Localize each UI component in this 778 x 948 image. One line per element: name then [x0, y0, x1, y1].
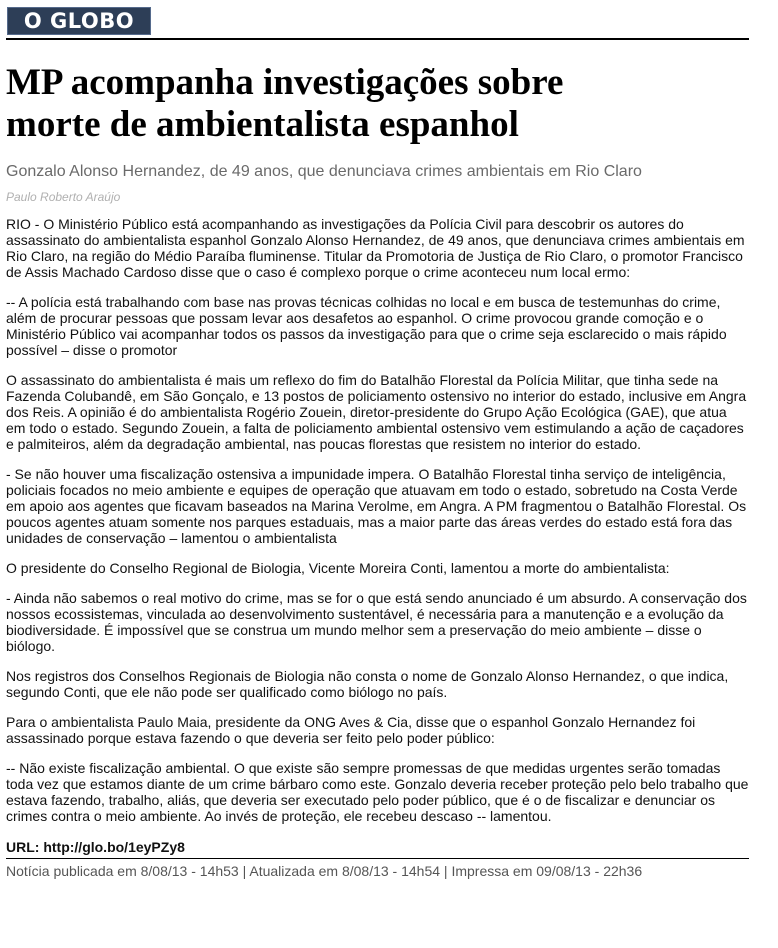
article-paragraph: Nos registros dos Conselhos Regionais de Biologia não consta o nome de Gonzalo Alonso Hernandez, o que indica, segundo Conti, que ele não pode ser qualificado como biólogo no país.: [6, 668, 729, 700]
o-globo-logo[interactable]: O GLOBO: [7, 7, 151, 35]
article-headline: MP acompanha investigações sobre morte de ambientalista espanhol: [6, 62, 564, 145]
article-paragraph: O presidente do Conselho Regional de Biologia, Vicente Moreira Conti, lamentou a morte do ambientalista:: [6, 560, 670, 576]
article-paragraph: - Se não houver uma fiscalização ostensiva a impunidade impera. O Batalhão Florestal tinha serviço de inteligência, policiais focados no meio ambiente e equipes de operação que atuavam em todo o estado, sobretudo na Costa Verde em apoio aos agentes que ficavam baseados na Marina Verolme, em Angra. A PM fragmentou o Batalhão Florestal. Os poucos agentes atuam somente nos parques estaduais, mas a maior parte das áreas verdes do estado está fora das unidades de conservação – lamentou o ambientalista: [6, 466, 747, 546]
publication-timestamps: Notícia publicada em 8/08/13 - 14h53 | Atualizada em 8/08/13 - 14h54 | Impressa em 09/08/13 - 22h36: [6, 863, 643, 879]
article-author: Paulo Roberto Araújo: [6, 190, 121, 204]
short-url[interactable]: URL: http://glo.bo/1eyPZy8: [6, 838, 749, 859]
article-paragraph: -- A polícia está trabalhando com base nas provas técnicas colhidas no local e em busca de testemunhas do crime, além de procurar pessoas que possam levar aos desafetos ao espanhol. O crime provocou grande comoção e o Ministério Público vai acompanhar todos os passos da investigação para que o crime seja esclarecido o mais rápido possível – disse o promotor: [6, 294, 727, 358]
article-paragraph: - Ainda não sabemos o real motivo do crime, mas se for o que está sendo anunciado é um absurdo. A conservação dos nossos ecossistemas, vinculada ao desenvolvimento sustentável, é necessária para a manutenção e a evolução da biodiversidade. É impossível que se construa um mundo melhor sem a preservação do meio ambiente – disse o biólogo.: [6, 590, 747, 654]
article-body: [6, 216, 749, 824]
article-paragraph: RIO - O Ministério Público está acompanhando as investigações da Polícia Civil para descobrir os autores do assassinato do ambientalista espanhol Gonzalo Alonso Hernandez, de 49 anos, que denunciava crimes ambientais em Rio Claro, na região do Médio Paraíba fluminense. Titular da Promotoria de Justiça de Rio Claro, o promotor Francisco de Assis Machado Cardoso disse que o caso é complexo porque o crime aconteceu num local ermo:: [6, 216, 745, 280]
article-subtitle: Gonzalo Alonso Hernandez, de 49 anos, que denunciava crimes ambientais em Rio Claro: [6, 163, 642, 180]
article-page: [6, 6, 749, 879]
article-paragraph: Para o ambientalista Paulo Maia, presidente da ONG Aves & Cia, disse que o espanhol Gonzalo Hernandez foi assassinado porque estava fazendo o que deveria ser feito pelo poder público:: [6, 714, 696, 746]
article-paragraph: -- Não existe fiscalização ambiental. O que existe são sempre promessas de que medidas urgentes serão tomadas toda vez que estamos diante de um crime bárbaro como este. Gonzalo deveria receber proteção pelo belo trabalho que estava fazendo, trabalho, aliás, que deveria ser executado pelo poder público, que é o de fiscalizar e denunciar os crimes contra o meio ambiente. Ao invés de proteção, ele recebeu descaso -- lamentou.: [6, 760, 749, 824]
masthead: [6, 6, 749, 40]
article-paragraph: O assassinato do ambientalista é mais um reflexo do fim do Batalhão Florestal da Polícia Militar, que tinha sede na Fazenda Colubandê, em São Gonçalo, e 13 postos de policiamento ostensivo no interior do estado, inclusive em Angra dos Reis. A opinião é do ambientalista Rogério Zouein, diretor-presidente do Grupo Ação Ecológica (GAE), que atua em todo o estado. Segundo Zouein, a falta de policiamento ambiental ostensivo vem estimulando a ação de caçadores e palmiteiros, além da degradação ambiental, nas poucas florestas que resistem no interior do estado.: [6, 372, 747, 452]
